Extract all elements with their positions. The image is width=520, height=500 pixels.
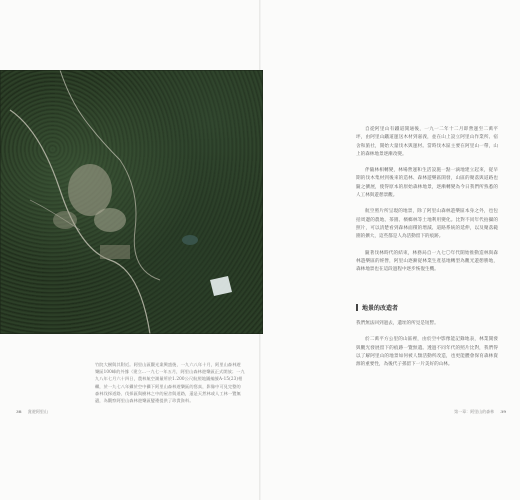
body-paragraph: 伴隨林相轉變，林場營運和生活設施一點一滴地建立起來，從早期的伐木集材到後來的造林、森林遊樂區開發，山區的聚落與道路也隨之擴展，使得原本的原始森林地景，逐漸轉變為今日我們所熟悉的人工林與遊憩景觀。 <box>356 168 498 199</box>
heading-marker <box>356 304 358 311</box>
right-running-title: 第一章：阿里山的森林 <box>454 409 495 414</box>
photo-caption: 竹院大樹與其附近。阿里山區觀光業興盛後，一九六八年十月，阿里山森林遊樂區100峰的外緣（建立…一九七一年五月，阿里山森林遊樂區正式開放；一九九八年七月六十四日，農林航空測量所於1.200公尺航照地圖編號A-15(23)相繼，於一九七八年攝於空中攝下阿里山森林遊樂區的寫真，影像中可見完整的森林伐採道路、伐採區與樹林之中的屋舍與道路，還是天然林或人工林一覽無遺，為觀察阿里山森林遊樂區變遷提供了珍貴資料。 <box>95 362 245 404</box>
body-paragraph: 航空照片所呈現的地景，除了阿里山森林遊樂區本身之外，也包括周邊的農地、茶園、檳榔林等土地利用變化。比對不同年代拍攝的照片，可以清楚看到森林面積的增減、道路系統的延伸，以及聚落範圍的擴大，這些都是人為活動留下的痕跡。 <box>356 209 498 240</box>
section-intro: 我們無法回到過去，遺址的所見是短暫。 <box>356 321 439 326</box>
section-heading <box>356 303 398 312</box>
aerial-photo-detail <box>0 70 263 334</box>
left-folio <box>16 409 48 415</box>
section-paragraph: 於二萬平方公里的山區裡，由於空中影像能記錄地表，林業開發與觀光發展留下的痕跡一覽無遺。透過不同年代的照片比對，我們得以了解阿里山的地景如何被人類活動所改造，也更能體會保育森林資源的重要性，為後代子孫留下一片美好的山林。 <box>356 337 498 368</box>
section-body <box>356 320 498 377</box>
left-running-title: 賞遊阿里山 <box>27 409 48 414</box>
body-paragraph: 自從阿里山有鐵道開通後，一九一二年十二月即營運至二萬平坪，由阿里山鐵道運送木材到嘉義，並在山上設立阿里山作業所、宿舍和旅社，開始大量伐木與運材。當時伐木區主要在阿里山一帶，山上的森林地景逐漸改變。 <box>356 127 498 157</box>
aerial-photo <box>0 70 263 334</box>
body-text <box>356 126 498 282</box>
right-page-number: 39 <box>500 409 506 414</box>
left-page-number: 38 <box>16 409 22 414</box>
body-paragraph: 隨著伐林時代的結束，林務局自一九七〇年代開始推動造林與森林遊樂區的經營，阿里山逐漸從林業生產基地轉型為觀光遊憩勝地，森林地景也在這段過程中逐步恢復生機。 <box>356 250 498 273</box>
section-heading-text: 地景的改造者 <box>362 305 399 312</box>
right-folio <box>454 409 506 415</box>
